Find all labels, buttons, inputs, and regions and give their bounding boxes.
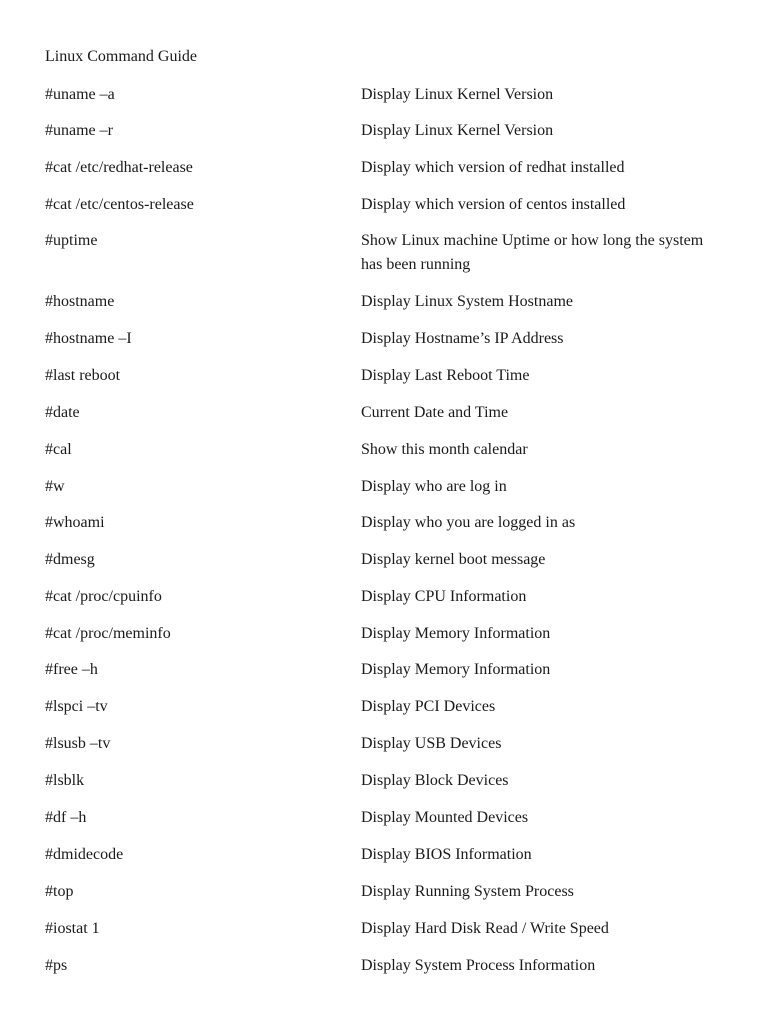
command-description: Display Linux Kernel Version: [361, 122, 554, 139]
command-text: #date: [45, 404, 80, 421]
command-text: #whoami: [45, 514, 105, 531]
command-description: Display Mounted Devices: [361, 809, 529, 826]
command-text: #cat /proc/meminfo: [45, 625, 171, 642]
command-description: Show this month calendar: [361, 441, 528, 458]
command-text: #top: [45, 883, 74, 900]
command-description: Display who are log in: [361, 478, 507, 495]
command-description: Display BIOS Information: [361, 846, 532, 863]
command-text: #hostname –I: [45, 330, 132, 347]
command-text: #lspci –tv: [45, 698, 108, 715]
command-text: #ps: [45, 957, 68, 974]
command-text: #last reboot: [45, 367, 121, 384]
command-description: Display Memory Information: [361, 661, 551, 678]
command-description: Display USB Devices: [361, 735, 502, 752]
command-description: Show Linux machine Uptime or how long the system has been running: [361, 232, 704, 273]
command-text: #uname –a: [45, 86, 115, 103]
command-text: #cat /etc/centos-release: [45, 196, 194, 213]
command-text: #uname –r: [45, 122, 113, 139]
command-description: Display Hostname’s IP Address: [361, 330, 564, 347]
command-description: Display Linux System Hostname: [361, 293, 573, 310]
command-description: Display System Process Information: [361, 957, 596, 974]
command-text: #uptime: [45, 232, 98, 249]
command-text: #df –h: [45, 809, 87, 826]
command-text: #cal: [45, 441, 72, 458]
command-description: Display which version of centos installed: [361, 196, 626, 213]
command-text: #lsblk: [45, 772, 85, 789]
command-text: #cat /etc/redhat-release: [45, 159, 193, 176]
command-description: Display Last Reboot Time: [361, 367, 530, 384]
command-description: Display CPU Information: [361, 588, 527, 605]
command-description: Display PCI Devices: [361, 698, 496, 715]
command-description: Display which version of redhat installed: [361, 159, 625, 176]
command-text: #free –h: [45, 661, 98, 678]
command-text: #dmidecode: [45, 846, 124, 863]
command-text: #cat /proc/cpuinfo: [45, 588, 162, 605]
command-text: #w: [45, 478, 65, 495]
command-description: Current Date and Time: [361, 404, 509, 421]
command-description: Display Hard Disk Read / Write Speed: [361, 920, 609, 937]
command-description: Display Memory Information: [361, 625, 551, 642]
document-title: Linux Command Guide: [45, 48, 197, 65]
command-text: #iostat 1: [45, 920, 100, 937]
command-description: Display Running System Process: [361, 883, 574, 900]
command-description: Display who you are logged in as: [361, 514, 576, 531]
command-description: Display Linux Kernel Version: [361, 86, 554, 103]
command-description: Display Block Devices: [361, 772, 509, 789]
command-text: #dmesg: [45, 551, 95, 568]
command-text: #lsusb –tv: [45, 735, 111, 752]
command-description: Display kernel boot message: [361, 551, 546, 568]
command-text: #hostname: [45, 293, 115, 310]
